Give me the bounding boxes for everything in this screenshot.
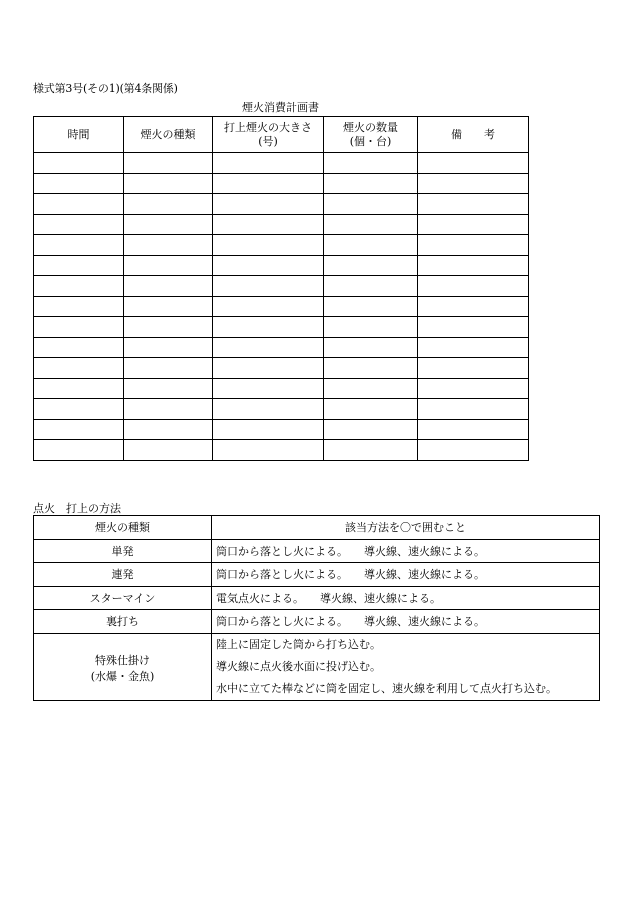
cell-time <box>34 317 124 338</box>
method-options-cell: 電気点火による。 導火線、速火線による。 <box>212 586 600 610</box>
cell-quantity <box>324 194 418 215</box>
cell-shell-size <box>213 399 324 420</box>
cell-remarks <box>418 337 529 358</box>
cell-time <box>34 276 124 297</box>
plan-table-row <box>34 399 529 420</box>
method-type-cell: スターマイン <box>34 586 212 610</box>
cell-time <box>34 214 124 235</box>
cell-shell-size <box>213 276 324 297</box>
plan-table-row <box>34 255 529 276</box>
cell-remarks <box>418 173 529 194</box>
cell-remarks <box>418 378 529 399</box>
cell-remarks <box>418 255 529 276</box>
cell-quantity <box>324 255 418 276</box>
ignition-method-table <box>33 515 600 701</box>
cell-firework-type <box>124 419 213 440</box>
method-options-cell: 筒口から落とし火による。 導火線、速火線による。 <box>212 610 600 634</box>
cell-remarks <box>418 235 529 256</box>
fireworks-plan-table <box>33 116 529 461</box>
cell-time <box>34 337 124 358</box>
cell-time <box>34 255 124 276</box>
method-type-cell: 連発 <box>34 563 212 587</box>
header-shell-size: 打上煙火の大きさ (号) <box>213 117 324 153</box>
cell-time <box>34 173 124 194</box>
cell-shell-size <box>213 214 324 235</box>
cell-shell-size <box>213 153 324 174</box>
header-firework-type: 煙火の種類 <box>124 117 213 153</box>
cell-firework-type <box>124 214 213 235</box>
cell-quantity <box>324 296 418 317</box>
cell-remarks <box>418 194 529 215</box>
method-options-cell-special <box>212 633 600 700</box>
cell-firework-type <box>124 255 213 276</box>
cell-remarks <box>418 358 529 379</box>
cell-firework-type <box>124 194 213 215</box>
cell-firework-type <box>124 153 213 174</box>
cell-time <box>34 296 124 317</box>
header-remarks: 備 考 <box>418 117 529 153</box>
cell-firework-type <box>124 358 213 379</box>
plan-table-title: 煙火消費計画書 <box>242 101 319 114</box>
cell-shell-size <box>213 296 324 317</box>
cell-remarks <box>418 296 529 317</box>
header-time: 時間 <box>34 117 124 153</box>
cell-shell-size <box>213 255 324 276</box>
cell-quantity <box>324 214 418 235</box>
special-method-option: 水中に立てた棒などに筒を固定し、速火線を利用して点火打ち込む。 <box>216 681 557 695</box>
cell-firework-type <box>124 440 213 461</box>
cell-firework-type <box>124 276 213 297</box>
cell-shell-size <box>213 173 324 194</box>
method-header-row <box>34 516 600 540</box>
plan-table-row <box>34 440 529 461</box>
method-section-title: 点火 打上の方法 <box>33 502 121 515</box>
cell-time <box>34 419 124 440</box>
cell-quantity <box>324 173 418 194</box>
cell-quantity <box>324 358 418 379</box>
cell-firework-type <box>124 317 213 338</box>
plan-table-row <box>34 358 529 379</box>
cell-firework-type <box>124 296 213 317</box>
cell-shell-size <box>213 440 324 461</box>
method-row <box>34 563 600 587</box>
method-header-type: 煙火の種類 <box>34 516 212 540</box>
form-label: 様式第3号(その1)(第4条関係) <box>33 82 178 95</box>
cell-quantity <box>324 419 418 440</box>
cell-firework-type <box>124 235 213 256</box>
cell-time <box>34 399 124 420</box>
plan-table-row <box>34 214 529 235</box>
cell-shell-size <box>213 358 324 379</box>
cell-firework-type <box>124 337 213 358</box>
cell-remarks <box>418 153 529 174</box>
plan-table-row <box>34 235 529 256</box>
cell-quantity <box>324 153 418 174</box>
cell-shell-size <box>213 419 324 440</box>
plan-table-row <box>34 296 529 317</box>
method-options-cell: 筒口から落とし火による。 導火線、速火線による。 <box>212 563 600 587</box>
cell-quantity <box>324 337 418 358</box>
plan-table-row <box>34 419 529 440</box>
method-row <box>34 586 600 610</box>
header-quantity: 煙火の数量 (個・台) <box>324 117 418 153</box>
plan-table-row <box>34 378 529 399</box>
cell-firework-type <box>124 399 213 420</box>
cell-shell-size <box>213 378 324 399</box>
plan-table-row <box>34 337 529 358</box>
plan-header-row <box>34 117 529 153</box>
method-header-method: 該当方法を〇で囲むこと <box>212 516 600 540</box>
plan-table-row <box>34 276 529 297</box>
method-type-cell: 単発 <box>34 539 212 563</box>
cell-remarks <box>418 317 529 338</box>
method-type-cell: 裏打ち <box>34 610 212 634</box>
cell-remarks <box>418 276 529 297</box>
cell-time <box>34 153 124 174</box>
cell-quantity <box>324 378 418 399</box>
cell-quantity <box>324 276 418 297</box>
method-options-cell: 筒口から落とし火による。 導火線、速火線による。 <box>212 539 600 563</box>
method-row <box>34 610 600 634</box>
method-row <box>34 539 600 563</box>
method-type-cell-special: 特殊仕掛け (水爆・金魚) <box>34 633 212 700</box>
plan-table-row <box>34 153 529 174</box>
cell-shell-size <box>213 317 324 338</box>
cell-quantity <box>324 317 418 338</box>
plan-table-row <box>34 317 529 338</box>
cell-remarks <box>418 214 529 235</box>
plan-table-row <box>34 194 529 215</box>
cell-quantity <box>324 399 418 420</box>
cell-shell-size <box>213 337 324 358</box>
cell-remarks <box>418 419 529 440</box>
cell-shell-size <box>213 194 324 215</box>
method-row-special <box>34 633 600 700</box>
plan-table-row <box>34 173 529 194</box>
cell-firework-type <box>124 378 213 399</box>
cell-time <box>34 378 124 399</box>
cell-time <box>34 358 124 379</box>
cell-shell-size <box>213 235 324 256</box>
cell-remarks <box>418 399 529 420</box>
cell-time <box>34 235 124 256</box>
cell-quantity <box>324 235 418 256</box>
cell-quantity <box>324 440 418 461</box>
cell-firework-type <box>124 173 213 194</box>
special-method-option: 導火線に点火後水面に投げ込む。 <box>216 659 381 673</box>
cell-time <box>34 440 124 461</box>
special-method-option: 陸上に固定した筒から打ち込む。 <box>216 637 381 651</box>
cell-remarks <box>418 440 529 461</box>
cell-time <box>34 194 124 215</box>
